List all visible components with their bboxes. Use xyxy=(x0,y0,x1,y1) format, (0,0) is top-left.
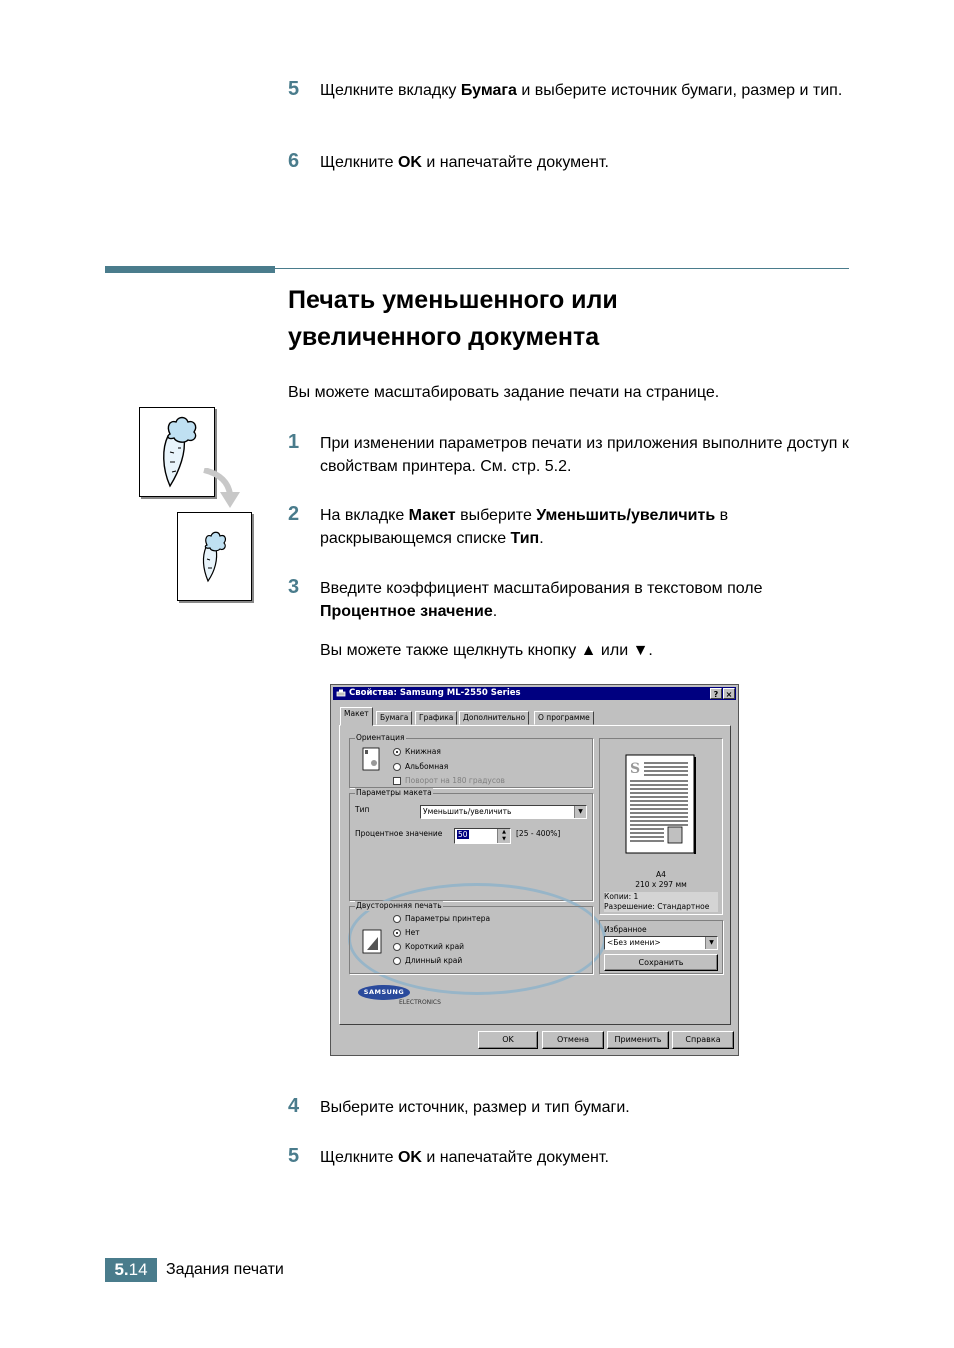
landscape-radio[interactable] xyxy=(393,763,401,771)
type-label: Тип xyxy=(355,805,370,814)
arrow-icon xyxy=(200,468,248,512)
percent-range: [25 - 400%] xyxy=(516,829,561,838)
carrot-icon xyxy=(178,513,251,600)
ok-button[interactable]: OK xyxy=(478,1031,538,1049)
step-number: 2 xyxy=(288,503,300,525)
duplex-label: Двусторонняя печать xyxy=(356,901,442,910)
tab-advanced[interactable]: Дополнительно xyxy=(459,711,529,725)
page-preview xyxy=(599,738,723,915)
rotate-label: Поворот на 180 градусов xyxy=(405,776,505,785)
step-text: Щелкните OK и напечатайте документ. xyxy=(320,154,609,171)
page-number: 14 xyxy=(128,1260,148,1279)
duplex-none-radio[interactable] xyxy=(393,929,401,937)
samsung-logo-sub: ELECTRONICS xyxy=(399,999,441,1006)
preview-copies: Копии: 1 xyxy=(604,892,718,902)
step-note: Вы можете также щелкнуть кнопку ▲ или ▼. xyxy=(320,642,653,659)
favorites-group xyxy=(599,920,723,974)
landscape-label: Альбомная xyxy=(405,762,449,771)
duplex-short-edge-radio[interactable] xyxy=(393,943,401,951)
step-number: 5 xyxy=(288,1145,300,1167)
step-number: 6 xyxy=(288,150,300,172)
tab-paper[interactable]: Бумага xyxy=(376,711,412,725)
favorites-value: <Без имени> xyxy=(607,938,661,947)
step-text: Выберите источник, размер и тип бумаги. xyxy=(320,1099,630,1116)
percent-input[interactable] xyxy=(454,828,511,844)
section-title: Печать уменьшенного или увеличенного документа xyxy=(288,286,618,351)
duplex-option-label: Параметры принтера xyxy=(405,914,491,923)
preview-resolution: Разрешение: Стандартное xyxy=(604,902,718,912)
section-rule xyxy=(105,266,275,273)
cancel-button[interactable]: Отмена xyxy=(542,1031,604,1049)
percent-label: Процентное значение xyxy=(355,829,443,838)
step-text: Введите коэффициент масштабирования в текстовом поле Процентное значение. xyxy=(320,580,763,620)
percent-stepper[interactable]: ▲ ▼ xyxy=(497,829,510,843)
save-favorites-button[interactable]: Сохранить xyxy=(604,954,718,971)
portrait-page-icon xyxy=(362,747,382,773)
duplex-option-label: Длинный край xyxy=(405,956,463,965)
duplex-option-label: Короткий край xyxy=(405,942,465,951)
percent-value: 50 xyxy=(458,830,468,839)
portrait-radio[interactable] xyxy=(393,748,401,756)
layout-tab-panel xyxy=(339,725,731,1025)
dialog-title: Свойства: Samsung ML-2550 Series xyxy=(349,688,521,698)
favorites-dropdown[interactable] xyxy=(604,936,718,950)
step-text: Щелкните вкладку Бумага и выберите источник бумаги, размер и тип. xyxy=(320,82,843,99)
step-number: 1 xyxy=(288,431,300,453)
help-button[interactable]: ? xyxy=(710,688,722,699)
preview-paper: A4 xyxy=(656,870,666,879)
duplex-group xyxy=(349,901,593,974)
chapter-title: Задания печати xyxy=(166,1261,284,1278)
tab-graphics[interactable]: Графика xyxy=(415,711,457,725)
step-number: 4 xyxy=(288,1095,300,1117)
preview-size: 210 x 297 мм xyxy=(635,880,687,889)
preview-page-icon xyxy=(624,753,698,863)
step-text: На вкладке Макет выберите Уменьшить/увеличить в раскрывающемся списке Тип. xyxy=(320,507,729,547)
duplex-page-icon xyxy=(362,929,384,955)
favorites-label: Избранное xyxy=(604,925,647,934)
chapter-number: 5. xyxy=(114,1260,129,1279)
section-rule-line xyxy=(275,268,849,269)
duplex-option-label: Нет xyxy=(405,928,420,937)
printer-icon xyxy=(336,689,346,698)
type-dropdown[interactable] xyxy=(420,805,587,819)
duplex-printer-settings-radio[interactable] xyxy=(393,915,401,923)
duplex-long-edge-radio[interactable] xyxy=(393,957,401,965)
type-value: Уменьшить/увеличить xyxy=(423,807,512,816)
chevron-down-icon[interactable]: ▼ xyxy=(574,806,586,818)
close-button[interactable]: × xyxy=(723,688,735,699)
reduced-page-illustration xyxy=(177,512,252,601)
step-number: 5 xyxy=(288,78,300,100)
help-dialog-button[interactable]: Справка xyxy=(672,1031,734,1049)
rotate-checkbox[interactable] xyxy=(393,777,401,785)
dialog-title-bar xyxy=(333,687,736,700)
section-intro: Вы можете масштабировать задание печати на странице. xyxy=(288,384,720,401)
layout-options-label: Параметры макета xyxy=(356,788,432,797)
step-text: Щелкните OK и напечатайте документ. xyxy=(320,1149,609,1166)
step-text: При изменении параметров печати из приложения выполните доступ к свойствам принтера. См. стр. 5.2. xyxy=(320,435,849,475)
printer-properties-dialog xyxy=(330,684,739,1056)
svg-text:S: S xyxy=(630,761,641,777)
page-number-badge xyxy=(105,1258,157,1282)
layout-options-group xyxy=(349,788,593,901)
apply-button[interactable]: Применить xyxy=(607,1031,669,1049)
samsung-logo: SAMSUNG xyxy=(358,985,410,1000)
tab-about[interactable]: О программе xyxy=(534,711,594,725)
orientation-label: Ориентация xyxy=(356,733,405,742)
step-number: 3 xyxy=(288,576,300,598)
tab-layout[interactable]: Макет xyxy=(340,707,373,726)
orientation-group xyxy=(349,733,593,788)
portrait-label: Книжная xyxy=(405,747,441,756)
chevron-down-icon[interactable]: ▼ xyxy=(705,937,717,949)
